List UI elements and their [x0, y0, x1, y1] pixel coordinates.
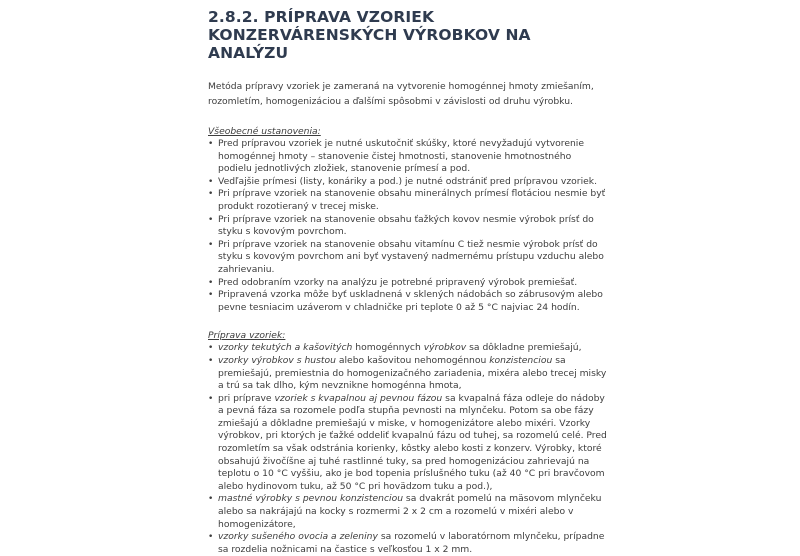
item-text: sa kvapalná fáza odleje do nádoby a pevná fáza sa rozomele podľa stupňa pevnosti na mlynčeku. Potom sa obe fázy zmiešajú a dôkladne premiešajú v miske, v homogenizátore alebo mixéri. Vzorky výrobkov, pri ktorých je ťažké oddeliť kvapalnú fázu od tuhej, sa rozomelú celé. Pred rozomletím sa však odstránia korienky, kôstky alebo kosti z konzerv. Výrobky, ktoré obsahujú živočíšne aj tuhé rastlinné tuky, sa pred homogenizáciou zahrievajú na teplotu o 10 °C vyššiu, ako je bod topenia príslušného tuku (až 40 °C pri bravčovom alebo hydinovom tuku, až 50 °C pri hovädzom tuku a pod.),: [218, 392, 607, 492]
item-text: sa dôkladne premiešajú,: [466, 342, 582, 354]
sample-preparation-heading: Príprava vzoriek:: [208, 330, 286, 342]
item-emphasis: vzorky sušeného ovocia a zeleniny: [218, 531, 378, 543]
item-emphasis: konzistenciou: [489, 354, 553, 366]
list-item: • Pri príprave vzoriek na stanovenie obsahu vitamínu C tiež nesmie výrobok prísť do styku s kovovým povrchom ani byť vystavený nadmernému prístupu vzduchu alebo zahrievaniu.: [218, 239, 608, 277]
list-item: • Pripravená vzorka môže byť uskladnená v sklených nádobách so zábrusovým alebo pevne tesniacim uzáverom v chladničke pri teplote 0 až 5 °C najviac 24 hodín.: [218, 289, 608, 314]
item-text: sa dvakrát pomelú na mäsovom mlynčeku alebo sa nakrájajú na kocky s rozmermi 2 x 2 cm a rozomelú v mixéri alebo v homogenizátore,: [218, 493, 602, 530]
item-text: homogénnych: [352, 342, 424, 354]
page-title: 2.8.2. PRÍPRAVA VZORIEK KONZERVÁRENSKÝCH VÝROBKOV NA ANALÝZU: [208, 8, 531, 62]
list-item: [218, 531, 608, 556]
item-text: pri príprave: [218, 392, 275, 404]
item-text: alebo kašovitou nehomogénnou: [335, 354, 490, 366]
list-item: • Vedľajšie prímesi (listy, konáriky a pod.) je nutné odstrániť pred prípravou vzoriek.: [218, 176, 608, 189]
document-page: [208, 8, 608, 556]
general-provisions-heading: Všeobecné ustanovenia:: [208, 126, 321, 137]
item-emphasis: vzorky výrobkov s hustou: [218, 354, 336, 366]
item-emphasis: mastné výrobky s pevnou konzistenciou: [218, 493, 404, 505]
item-emphasis: vzorky tekutých a kašovitých: [218, 342, 353, 354]
list-item: [218, 342, 608, 355]
item-text: sa rozomelú v laboratórnom mlynčeku, prípadne sa rozdelia nožnicami na častice s veľkosťou 1 x 2 mm.: [218, 531, 605, 555]
list-item: • Pri príprave vzoriek na stanovenie obsahu minerálnych prímesí flotáciou nesmie byť produkt rozotieraný v trecej miske.: [218, 188, 608, 213]
list-item: [218, 393, 608, 494]
list-item: [218, 493, 608, 531]
general-provisions-list: [208, 138, 608, 314]
sample-preparation-list: [208, 342, 608, 556]
intro-paragraph: Metóda prípravy vzoriek je zameraná na vytvorenie homogénnej hmoty zmiešaním, rozomletím, homogenizáciou a ďalšími spôsobmi v závislosti od druhu výrobku.: [208, 81, 594, 107]
list-item: • Pred prípravou vzoriek je nutné uskutočniť skúšky, ktoré nevyžadujú vytvorenie homogénnej hmoty – stanovenie čistej hmotnosti, stanovenie hmotnostného podielu jednotlivých zložiek, stanovenie prímesí a pod.: [218, 138, 608, 176]
list-item: • Pri príprave vzoriek na stanovenie obsahu ťažkých kovov nesmie výrobok prísť do styku s kovovým povrchom.: [218, 214, 608, 239]
list-item: [218, 355, 608, 393]
item-text: sa premiešajú, premiestnia do homogenizačného zariadenia, mixéra alebo trecej misky a trú sa tak dlho, kým nevznikne homogénna hmota,: [218, 354, 607, 392]
item-emphasis: výrobkov: [423, 342, 467, 354]
item-emphasis: vzoriek s kvapalnou aj pevnou fázou: [274, 392, 443, 404]
list-item: • Pred odobraním vzorky na analýzu je potrebné pripravený výrobok premiešať.: [218, 277, 608, 290]
